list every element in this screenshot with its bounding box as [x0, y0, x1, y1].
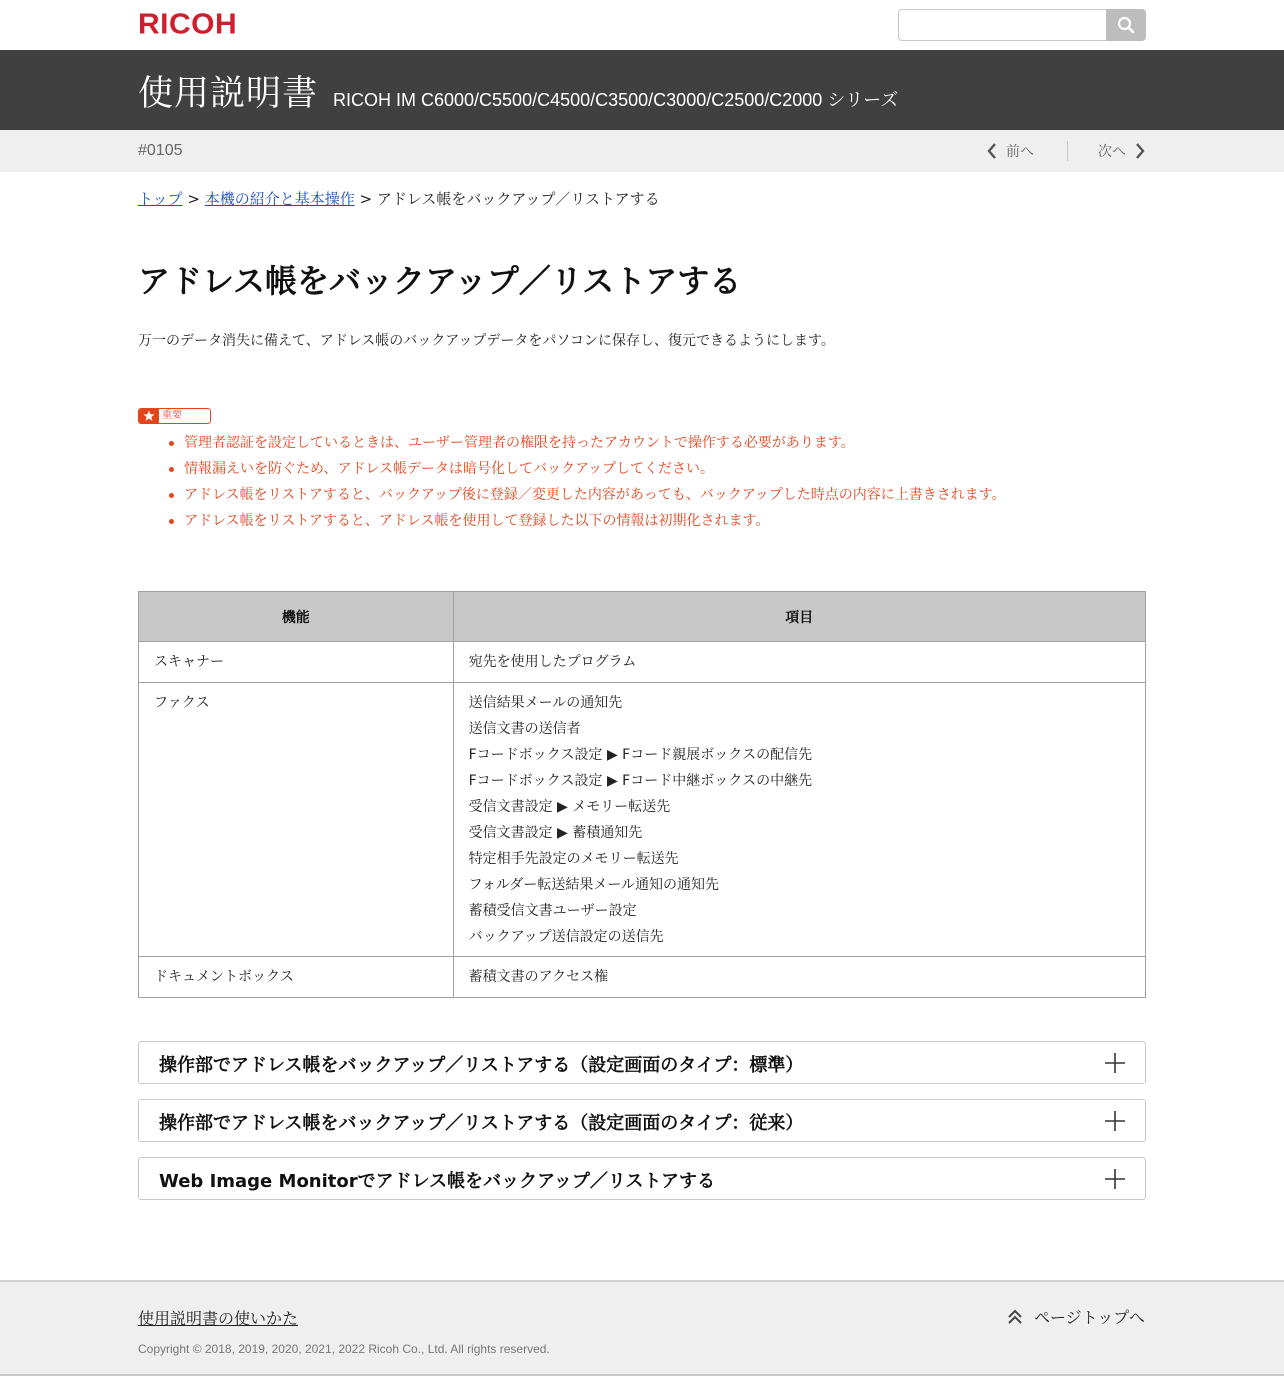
cell-item: 受信文書設定 ▶ 蓄積通知先 — [468, 825, 643, 841]
breadcrumb-separator: > — [359, 190, 373, 208]
cell-feature: ファクス — [139, 683, 454, 957]
breadcrumb-current: アドレス帳をバックアップ／リストアする — [376, 190, 660, 208]
accordion-web-image-monitor[interactable] — [138, 1157, 1146, 1200]
cell-feature: スキャナー — [139, 642, 454, 683]
cell-item: フォルダー転送結果メール通知の通知先 — [468, 877, 720, 893]
search-button[interactable] — [1106, 9, 1146, 41]
doc-id: #0105 — [138, 142, 183, 159]
breadcrumb-separator: > — [187, 190, 200, 208]
title-bar — [0, 50, 1284, 130]
list-item: アドレス帳をリストアすると、バックアップ後に登録／変更した内容があっても、バックアップした時点の内容に上書きされます。 — [166, 486, 1006, 512]
cell-item: バックアップ送信設定の送信先 — [468, 929, 664, 945]
cell-item: 送信文書の送信者 — [468, 721, 581, 737]
manual-title: 使用説明書 — [138, 74, 319, 114]
page-top-label: ページトップへ — [1034, 1308, 1145, 1327]
plus-icon — [1105, 1053, 1125, 1073]
cell-item: 宛先を使用したプログラム — [453, 642, 1145, 683]
search-box — [898, 9, 1146, 41]
plus-icon — [1105, 1111, 1125, 1131]
intro-text: 万一のデータ消失に備えて、アドレス帳のバックアップデータをパソコンに保存し、復元できるようにします。 — [138, 333, 835, 349]
breadcrumb — [138, 188, 660, 209]
accordion-classic-ui[interactable] — [138, 1099, 1146, 1142]
search-input[interactable] — [898, 9, 1108, 41]
accordion-label: Web Image Monitorでアドレス帳をバックアップ／リストアする — [159, 1171, 715, 1192]
next-label: 次へ — [1098, 144, 1126, 160]
chevron-right-icon — [1134, 142, 1146, 160]
cell-item: Fコードボックス設定 ▶ Fコード親展ボックスの配信先 — [468, 747, 813, 763]
page-top-link[interactable] — [1006, 1305, 1145, 1328]
cell-items — [453, 683, 1145, 957]
cell-item: 蓄積受信文書ユーザー設定 — [468, 903, 637, 919]
cell-item: 特定相手先設定のメモリー転送先 — [468, 851, 679, 867]
column-header-feature: 機能 — [139, 592, 454, 642]
important-label: 重要 — [162, 410, 182, 421]
breadcrumb-top[interactable]: トップ — [138, 190, 183, 208]
list-item: 情報漏えいを防ぐため、アドレス帳データは暗号化してバックアップしてください。 — [166, 460, 1006, 486]
list-item: アドレス帳をリストアすると、アドレス帳を使用して登録した以下の情報は初期化されます。 — [166, 512, 1006, 538]
search-icon — [1117, 16, 1135, 34]
prev-page-link[interactable] — [986, 141, 1034, 161]
cell-item: 受信文書設定 ▶ メモリー転送先 — [468, 799, 671, 815]
accordion-standard-ui[interactable] — [138, 1041, 1146, 1084]
manual-guide-link[interactable]: 使用説明書の使いかた — [138, 1309, 299, 1328]
plus-icon — [1105, 1169, 1125, 1189]
chevron-left-icon — [986, 142, 998, 160]
breadcrumb-basics[interactable]: 本機の紹介と基本操作 — [204, 190, 355, 208]
nav-divider — [1067, 141, 1068, 161]
footer — [0, 1280, 1284, 1376]
page-title: アドレス帳をバックアップ／リストアする — [138, 262, 742, 300]
cell-feature: ドキュメントボックス — [139, 957, 454, 998]
ricoh-logo[interactable]: RICOH — [138, 8, 238, 41]
nav-bar — [0, 130, 1284, 172]
accordion-label: 操作部でアドレス帳をバックアップ／リストアする（設定画面のタイプ：標準） — [159, 1055, 804, 1076]
important-badge — [138, 408, 211, 424]
cell-item: Fコードボックス設定 ▶ Fコード中継ボックスの中継先 — [468, 773, 813, 789]
table-row — [139, 957, 1146, 998]
list-item: 管理者認証を設定しているときは、ユーザー管理者の権限を持ったアカウントで操作する必要があります。 — [166, 434, 1006, 460]
model-series: RICOH IM C6000/C5500/C4500/C3500/C3000/C2500/C2000 シリーズ — [333, 90, 899, 110]
accordion-label: 操作部でアドレス帳をバックアップ／リストアする（設定画面のタイプ：従来） — [159, 1113, 804, 1134]
cell-item: 送信結果メールの通知先 — [468, 695, 623, 711]
table-header-row — [139, 592, 1146, 642]
table-row — [139, 683, 1146, 957]
important-list — [166, 434, 1006, 538]
prev-label: 前へ — [1006, 144, 1034, 160]
copyright: Copyright © 2018, 2019, 2020, 2021, 2022 Ricoh Co., Ltd. All rights reserved. — [138, 1342, 550, 1356]
column-header-item: 項目 — [453, 592, 1145, 642]
star-icon — [143, 410, 155, 422]
top-bar — [0, 0, 1284, 50]
cell-item: 蓄積文書のアクセス権 — [453, 957, 1145, 998]
next-page-link[interactable] — [1098, 141, 1146, 161]
table-row — [139, 642, 1146, 683]
double-chevron-up-icon — [1006, 1308, 1024, 1326]
reset-info-table — [138, 591, 1146, 998]
